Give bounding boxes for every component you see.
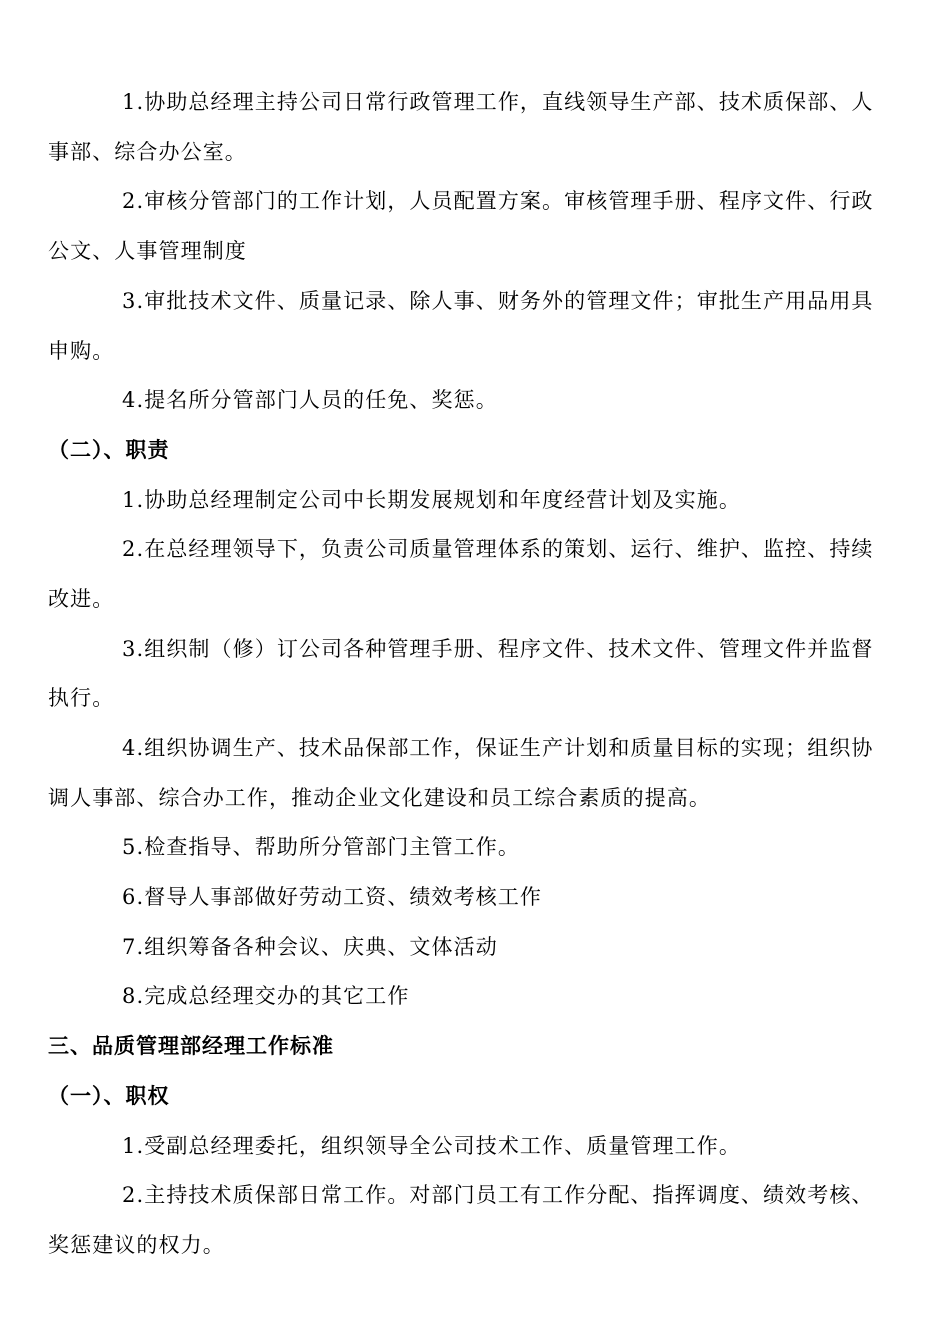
text-line: 2.在总经理领导下，负责公司质量管理体系的策划、运行、维护、监控、持续 [122, 537, 874, 561]
text-line: 改进。 [48, 587, 115, 611]
text-line: 2.审核分管部门的工作计划，人员配置方案。审核管理手册、程序文件、行政 [122, 189, 874, 213]
text-line: 5.检查指导、帮助所分管部门主管工作。 [122, 835, 520, 859]
text-line: 4.提名所分管部门人员的任免、奖惩。 [122, 388, 498, 412]
text-line: 申购。 [48, 339, 115, 363]
text-line: 事部、综合办公室。 [48, 140, 247, 164]
text-line: 6.督导人事部做好劳动工资、绩效考核工作 [122, 885, 543, 909]
text-line: 1.受副总经理委托，组织领导全公司技术工作、质量管理工作。 [122, 1134, 741, 1158]
text-line: 1.协助总经理制定公司中长期发展规划和年度经营计划及实施。 [122, 488, 741, 512]
text-line: 3.审批技术文件、质量记录、除人事、财务外的管理文件；审批生产用品用具 [122, 289, 874, 313]
section-heading: 三、品质管理部经理工作标准 [48, 1034, 334, 1058]
text-line: 奖惩建议的权力。 [48, 1233, 225, 1257]
text-line: 执行。 [48, 686, 115, 710]
section-heading: （一）、职权 [48, 1084, 170, 1108]
section-heading: （二）、职责 [48, 438, 170, 462]
text-line: 8.完成总经理交办的其它工作 [122, 984, 410, 1008]
text-line: 3.组织制（修）订公司各种管理手册、程序文件、技术文件、管理文件并监督 [122, 637, 874, 661]
text-line: 1.协助总经理主持公司日常行政管理工作，直线领导生产部、技术质保部、人 [122, 90, 874, 114]
text-line: 7.组织筹备各种会议、庆典、文体活动 [122, 935, 498, 959]
text-line: 4.组织协调生产、技术品保部工作，保证生产计划和质量目标的实现；组织协 [122, 736, 874, 760]
text-line: 公文、人事管理制度 [48, 239, 247, 263]
text-line: 2.主持技术质保部日常工作。对部门员工有工作分配、指挥调度、绩效考核、 [122, 1183, 874, 1207]
text-line: 调人事部、综合办工作，推动企业文化建设和员工综合素质的提高。 [48, 786, 711, 810]
